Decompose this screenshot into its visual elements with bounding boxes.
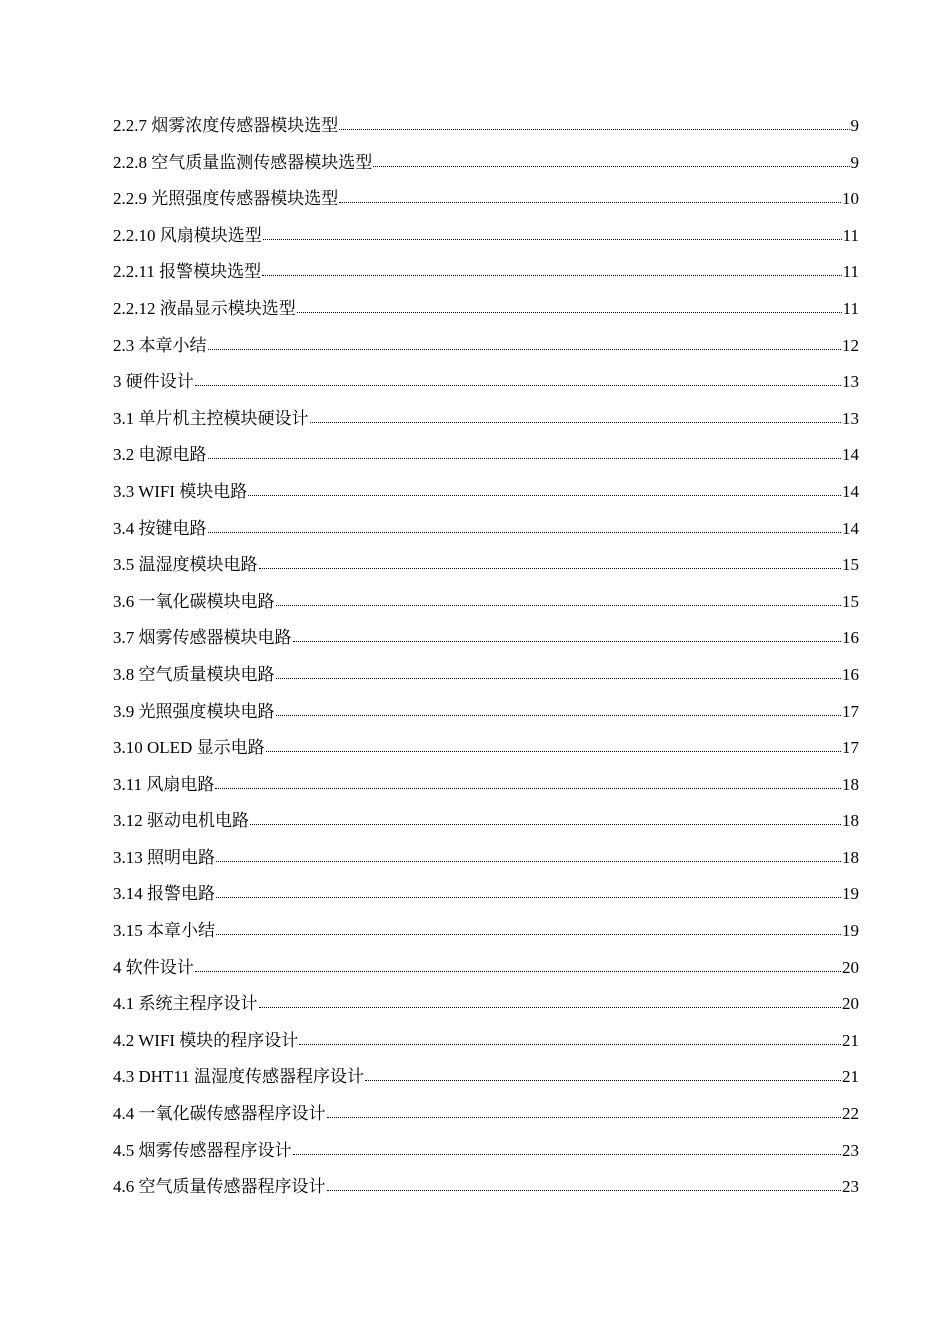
toc-entry-title: 2.2.7 烟雾浓度传感器模块选型: [113, 116, 339, 135]
toc-leader-dots: [293, 626, 842, 643]
toc-entry-title: 4 软件设计: [113, 957, 194, 977]
toc-entry-page: 18: [842, 847, 859, 867]
toc-leader-dots: [276, 700, 842, 717]
toc-leader-dots: [327, 1102, 842, 1119]
toc-leader-dots: [250, 809, 841, 826]
toc-entry-title: 2.2.9 光照强度传感器模块选型: [113, 189, 339, 209]
toc-entry-title: 2.2.10 风扇模块选型: [113, 225, 262, 245]
toc-entry-title: 3.12 驱动电机电路: [113, 811, 249, 831]
toc-entry[interactable]: [113, 364, 859, 401]
toc-entry-page: 15: [842, 591, 859, 611]
toc-entry-page: 21: [842, 1067, 859, 1087]
toc-leader-dots: [216, 882, 841, 899]
toc-entry[interactable]: [113, 986, 859, 1023]
toc-leader-dots: [293, 1139, 842, 1156]
toc-entry-title: 2.2.11 报警模块选型: [113, 262, 262, 282]
toc-entry-page: 12: [842, 335, 859, 355]
toc-entry[interactable]: [113, 584, 859, 621]
toc-entry[interactable]: [113, 767, 859, 804]
toc-entry-title: 2.2.8 空气质量监测传感器模块选型: [113, 152, 373, 172]
toc-leader-dots: [259, 992, 842, 1009]
toc-entry-page: 9: [850, 152, 859, 172]
toc-entry[interactable]: [113, 328, 859, 365]
toc-entry[interactable]: [113, 803, 859, 840]
toc-entry-page: 19: [842, 884, 859, 904]
toc-leader-dots: [276, 590, 842, 607]
toc-leader-dots: [299, 1029, 841, 1046]
toc-entry-title: 4.1 系统主程序设计: [113, 994, 258, 1014]
toc-entry-title: 3.3 WIFI 模块电路: [113, 481, 248, 501]
toc-leader-dots: [215, 773, 841, 790]
toc-leader-dots: [262, 260, 842, 277]
toc-entry-title: 3.4 按键电路: [113, 518, 207, 538]
toc-entry-title: 4.2 WIFI 模块的程序设计: [113, 1030, 299, 1050]
toc-entry-title: 3.6 一氧化碳模块电路: [113, 591, 275, 611]
toc-entry-title: 3.14 报警电路: [113, 884, 215, 904]
toc-entry-page: 14: [842, 445, 859, 465]
toc-entry[interactable]: [113, 694, 859, 731]
toc-entry[interactable]: [113, 547, 859, 584]
toc-entry[interactable]: [113, 437, 859, 474]
toc-entry-page: 11: [842, 225, 859, 245]
toc-entry-title: 3.11 风扇电路: [113, 774, 215, 794]
toc-entry[interactable]: [113, 1096, 859, 1133]
toc-entry-page: 21: [842, 1030, 859, 1050]
toc-entry[interactable]: [113, 657, 859, 694]
toc-entry-page: 20: [842, 957, 859, 977]
toc-entry-page: 10: [842, 189, 859, 209]
toc-entry-title: 2.2.12 液晶显示模块选型: [113, 298, 296, 318]
toc-leader-dots: [248, 480, 841, 497]
toc-entry[interactable]: [113, 876, 859, 913]
toc-leader-dots: [263, 224, 842, 241]
toc-entry-title: 3.8 空气质量模块电路: [113, 664, 275, 684]
toc-entry[interactable]: [113, 913, 859, 950]
toc-entry-title: 4.6 空气质量传感器程序设计: [113, 1177, 326, 1197]
toc-leader-dots: [208, 443, 842, 460]
toc-entry-title: 3.7 烟雾传感器模块电路: [113, 628, 292, 648]
toc-entry-page: 9: [850, 116, 859, 135]
toc-entry-page: 23: [842, 1140, 859, 1160]
toc-entry-title: 2.3 本章小结: [113, 335, 207, 355]
toc-entry[interactable]: [113, 1133, 859, 1170]
toc-entry-title: 4.3 DHT11 温湿度传感器程序设计: [113, 1067, 365, 1087]
toc-leader-dots: [373, 151, 849, 168]
toc-entry-title: 3.5 温湿度模块电路: [113, 555, 258, 575]
toc-entry[interactable]: [113, 145, 859, 182]
toc-entry-title: 4.5 烟雾传感器程序设计: [113, 1140, 292, 1160]
toc-leader-dots: [276, 663, 842, 680]
toc-entry-page: 14: [842, 481, 859, 501]
toc-leader-dots: [195, 370, 841, 387]
toc-leader-dots: [310, 407, 842, 424]
toc-entry-page: 15: [842, 555, 859, 575]
toc-entry[interactable]: [113, 730, 859, 767]
toc-entry[interactable]: [113, 474, 859, 511]
toc-entry[interactable]: [113, 1023, 859, 1060]
toc-entry-title: 4.4 一氧化碳传感器程序设计: [113, 1104, 326, 1124]
toc-entry-page: 23: [842, 1177, 859, 1197]
toc-entry[interactable]: [113, 1169, 859, 1206]
toc-leader-dots: [216, 846, 841, 863]
toc-leader-dots: [365, 1065, 841, 1082]
toc-entry-page: 13: [842, 372, 859, 392]
toc-entry-page: 16: [842, 628, 859, 648]
toc-leader-dots: [259, 553, 842, 570]
toc-leader-dots: [339, 187, 841, 204]
toc-entry-page: 17: [842, 738, 859, 758]
toc-entry-page: 17: [842, 701, 859, 721]
toc-entry[interactable]: [113, 511, 859, 548]
toc-leader-dots: [208, 334, 842, 351]
toc-entry[interactable]: [113, 218, 859, 255]
toc-entry-page: 16: [842, 664, 859, 684]
toc-entry-page: 11: [842, 262, 859, 282]
toc-entry-title: 3.10 OLED 显示电路: [113, 738, 265, 758]
toc-leader-dots: [327, 1175, 842, 1192]
toc-entry-title: 3.13 照明电路: [113, 847, 215, 867]
toc-leader-dots: [216, 919, 841, 936]
toc-entry[interactable]: [113, 254, 859, 291]
toc-entry-title: 3.2 电源电路: [113, 445, 207, 465]
toc-entry[interactable]: [113, 291, 859, 328]
toc-entry-title: 3 硬件设计: [113, 372, 194, 392]
toc-entry-title: 3.15 本章小结: [113, 921, 215, 941]
toc-entry-page: 14: [842, 518, 859, 538]
table-of-contents: [113, 108, 859, 1206]
toc-entry-page: 18: [842, 774, 859, 794]
toc-entry[interactable]: [113, 1059, 859, 1096]
toc-entry[interactable]: [113, 620, 859, 657]
toc-entry[interactable]: [113, 181, 859, 218]
toc-entry-page: 13: [842, 408, 859, 428]
toc-entry-page: 20: [842, 994, 859, 1014]
toc-entry-page: 19: [842, 921, 859, 941]
toc-entry-title: 3.9 光照强度模块电路: [113, 701, 275, 721]
toc-entry[interactable]: [113, 950, 859, 987]
toc-entry-page: 18: [842, 811, 859, 831]
toc-entry[interactable]: [113, 401, 859, 438]
toc-leader-dots: [195, 956, 841, 973]
toc-leader-dots: [208, 517, 842, 534]
toc-entry-page: 22: [842, 1104, 859, 1124]
toc-entry-title: 3.1 单片机主控模块硬设计: [113, 408, 309, 428]
toc-leader-dots: [339, 114, 849, 131]
toc-leader-dots: [266, 736, 841, 753]
toc-entry-page: 11: [842, 298, 859, 318]
toc-leader-dots: [297, 297, 842, 314]
toc-entry[interactable]: [113, 840, 859, 877]
toc-entry[interactable]: [113, 108, 859, 145]
